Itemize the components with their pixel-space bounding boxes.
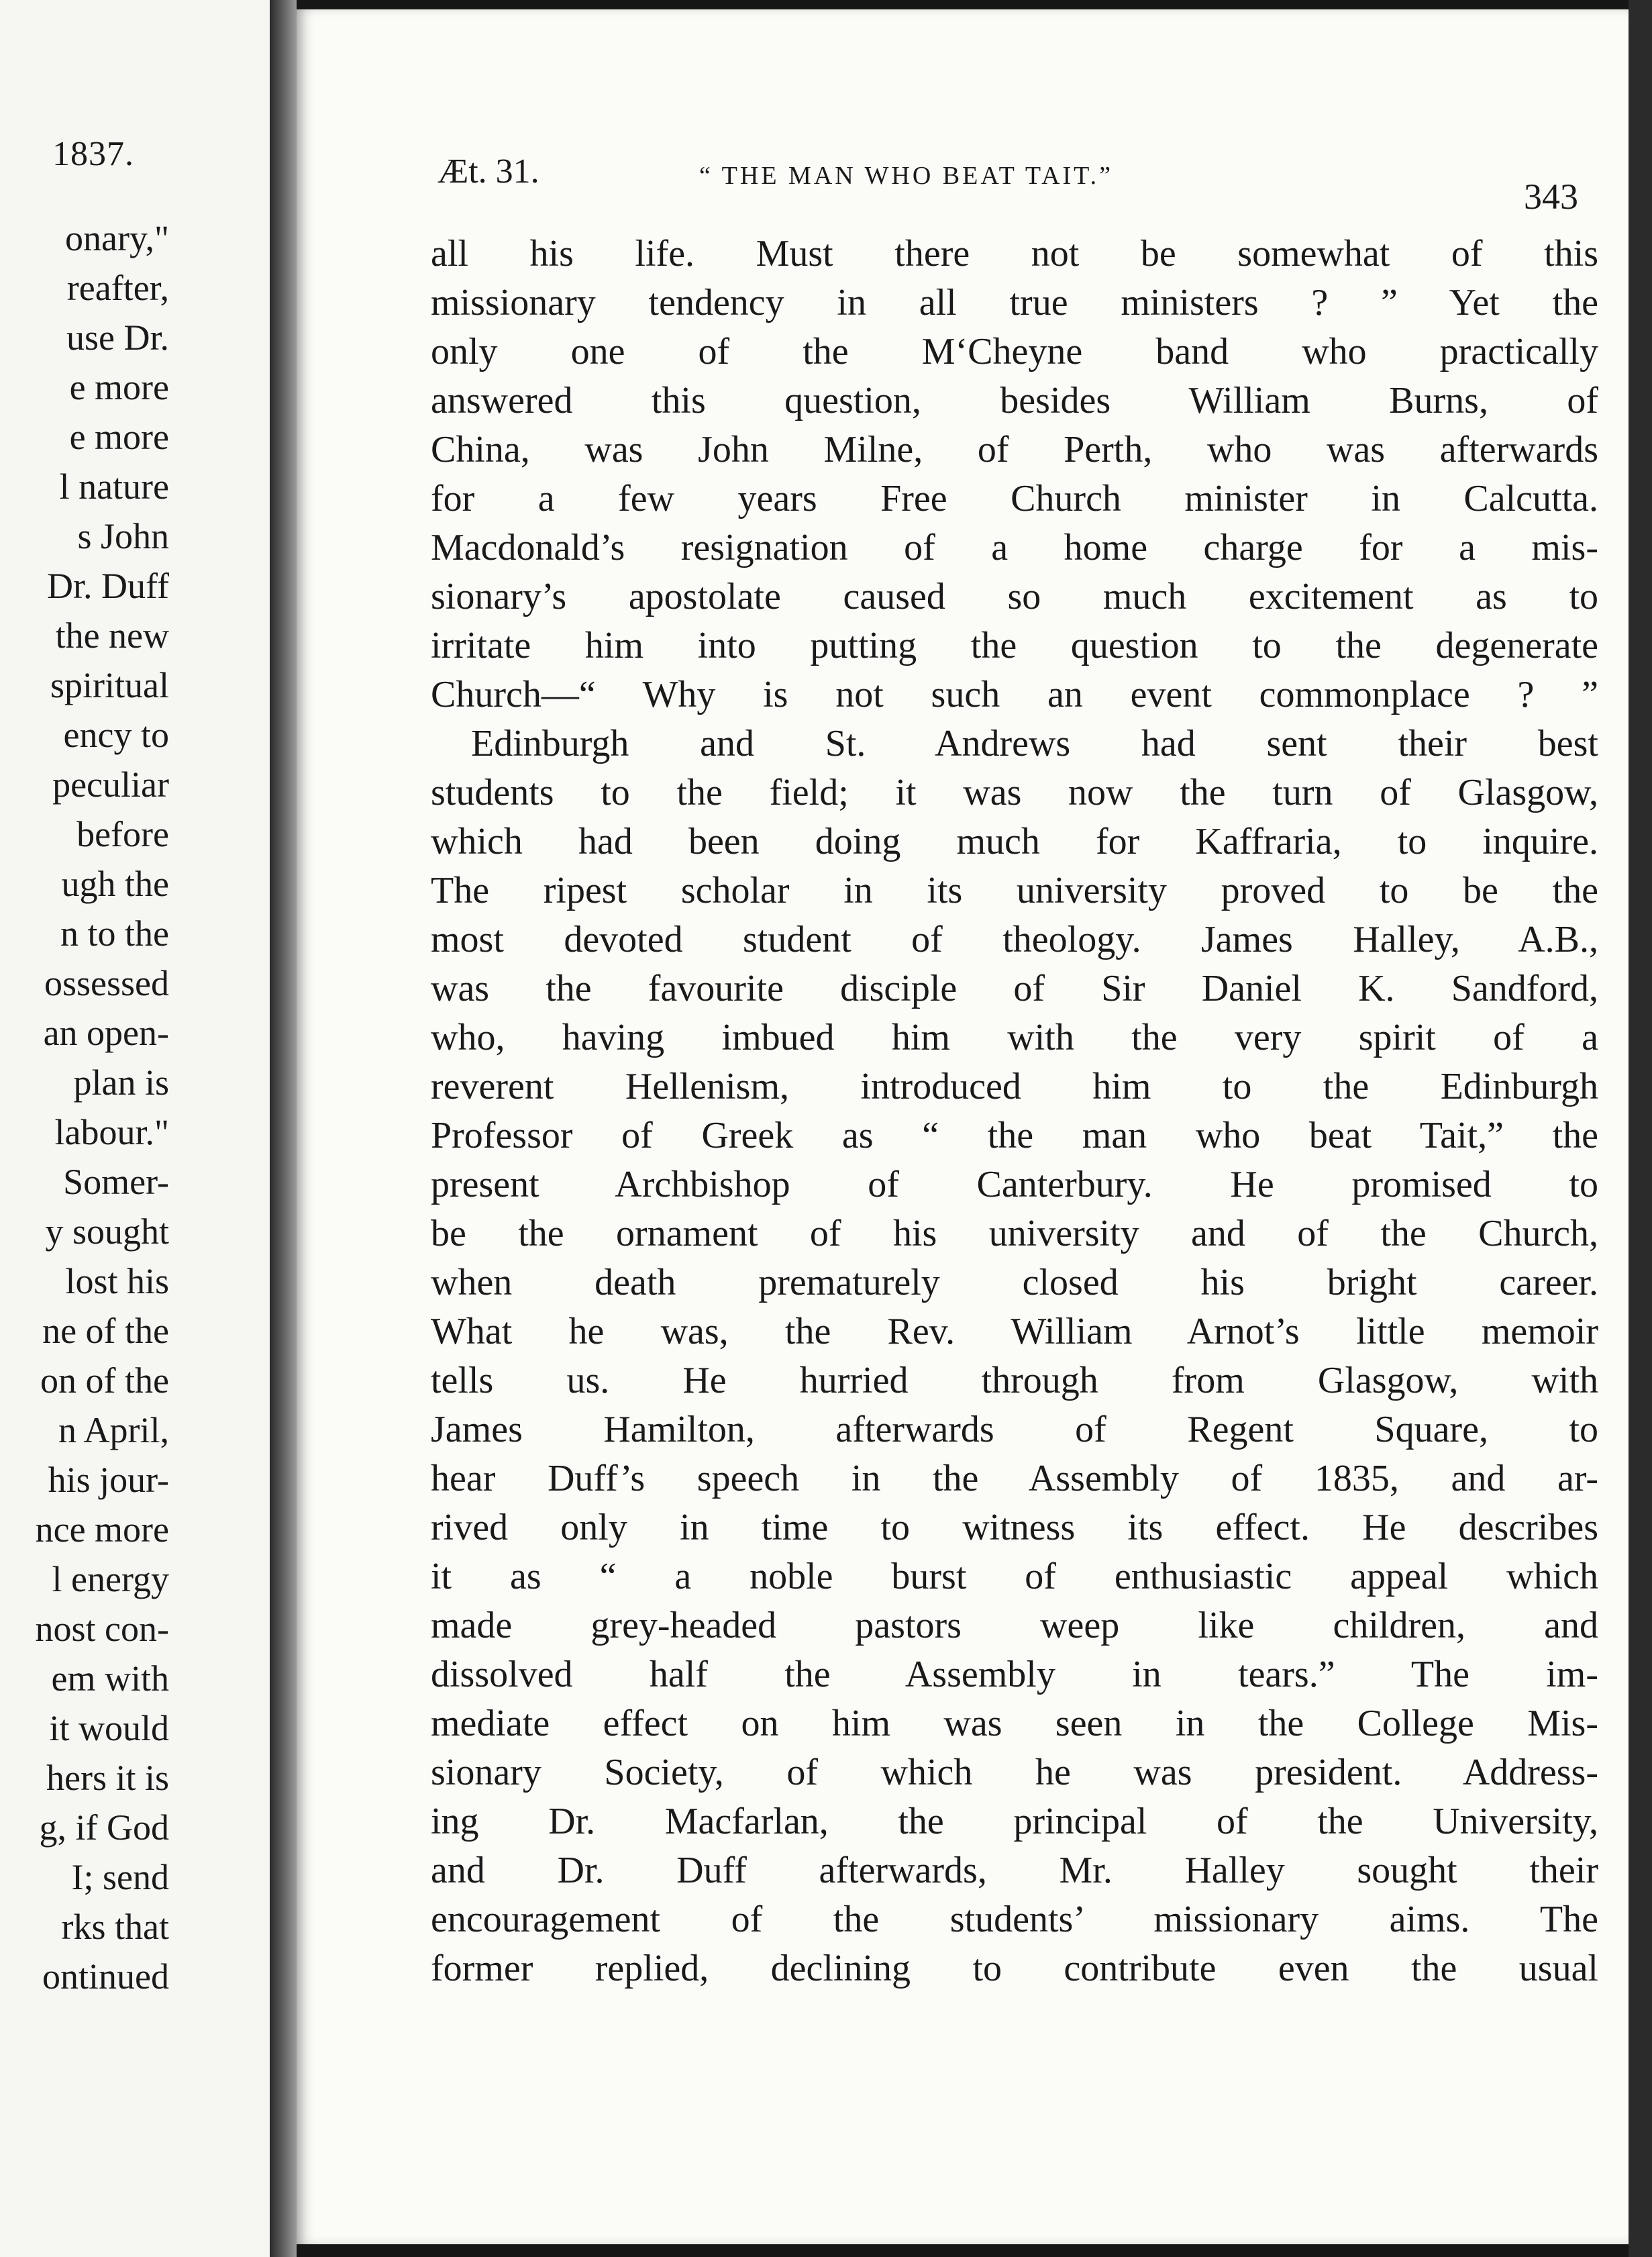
right-page: [297, 9, 1629, 2244]
left-text-line: ossessed: [44, 963, 169, 1003]
body-text-line: hear Duff’s speech in the Assembly of 1835, and ar-: [431, 1458, 1598, 1499]
left-text-line: ne of the: [42, 1311, 169, 1351]
body-text-line: Macdonald’s resignation of a home charge for a mis-: [431, 527, 1598, 568]
running-header: [437, 152, 1578, 217]
body-text-line: who, having imbued him with the very spirit of a: [431, 1017, 1598, 1058]
left-text-line: labour.": [54, 1112, 169, 1152]
body-text-line: James Hamilton, afterwards of Regent Square, to: [431, 1409, 1598, 1450]
body-text-line: dissolved half the Assembly in tears.” The im-: [431, 1654, 1598, 1695]
left-page-text: [0, 213, 169, 2001]
body-text-line: made grey-headed pastors weep like children, and: [431, 1605, 1598, 1646]
body-text-line: present Archbishop of Canterbury. He promised to: [431, 1164, 1598, 1205]
left-text-line: spiritual: [50, 665, 169, 705]
left-text-line: n April,: [58, 1410, 169, 1450]
body-text-line: for a few years Free Church minister in Calcutta.: [431, 478, 1598, 519]
page-number: 343: [1524, 177, 1578, 217]
left-text-line: ugh the: [61, 864, 169, 904]
body-text-line: answered this question, besides William Burns, of: [431, 380, 1598, 421]
aetat-label: Æt. 31.: [437, 152, 539, 191]
body-text-line: only one of the M‘Cheyne band who practically: [431, 331, 1598, 372]
body-text-line: Edinburgh and St. Andrews had sent their best: [471, 723, 1598, 764]
left-text-line: peculiar: [52, 764, 169, 805]
left-text-line: nce more: [35, 1509, 169, 1550]
body-text-line: encouragement of the students’ missionary aims. The: [431, 1899, 1598, 1940]
left-text-line: l nature: [59, 466, 169, 507]
body-text-line: sionary’s apostolate caused so much excitement as to: [431, 576, 1598, 617]
left-text-line: y sought: [45, 1211, 169, 1252]
left-text-line: l energy: [52, 1559, 169, 1599]
left-page: [0, 0, 270, 2257]
body-text-line: tells us. He hurried through from Glasgow, with: [431, 1360, 1598, 1401]
left-text-line: I; send: [71, 1857, 169, 1897]
body-text-line: Professor of Greek as “ the man who beat Tait,” the: [431, 1115, 1598, 1156]
left-text-line: the new: [55, 615, 169, 656]
body-text-line: ing Dr. Macfarlan, the principal of the University,: [431, 1801, 1598, 1842]
left-text-line: hers it is: [46, 1758, 169, 1798]
left-text-line: Dr. Duff: [47, 566, 169, 606]
left-text-line: ency to: [63, 715, 169, 755]
left-text-line: it would: [49, 1708, 169, 1748]
body-text-line: former replied, declining to contribute even the usual: [431, 1948, 1598, 1989]
left-text-line: an open-: [43, 1013, 169, 1053]
body-text-line: be the ornament of his university and of the Church,: [431, 1213, 1598, 1254]
body-text-line: all his life. Must there not be somewhat of this: [431, 233, 1598, 274]
left-text-line: em with: [51, 1658, 169, 1699]
body-text-line: when death prematurely closed his bright career.: [431, 1262, 1598, 1303]
scan-edge: [1629, 0, 1652, 2257]
left-text-line: lost his: [65, 1261, 169, 1301]
body-text-line: was the favourite disciple of Sir Daniel K. Sandford,: [431, 968, 1598, 1009]
left-text-line: reafter,: [66, 268, 169, 308]
left-text-line: use Dr.: [66, 317, 169, 358]
left-text-line: before: [76, 814, 169, 854]
left-text-line: rks that: [61, 1907, 169, 1947]
left-text-line: s John: [77, 516, 169, 556]
left-text-line: ontinued: [42, 1956, 169, 1997]
left-text-line: n to the: [60, 913, 169, 954]
body-text-line: missionary tendency in all true ministers ? ” Yet the: [431, 282, 1598, 323]
body-text-line: and Dr. Duff afterwards, Mr. Halley sought their: [431, 1850, 1598, 1891]
body-text-line: students to the field; it was now the turn of Glasgow,: [431, 772, 1598, 813]
body-text-line: which had been doing much for Kaffraria, to inquire.: [431, 821, 1598, 862]
body-text-line: rived only in time to witness its effect. He describes: [431, 1507, 1598, 1548]
left-text-line: on of the: [40, 1360, 169, 1401]
running-title: “ THE MAN WHO BEAT TAIT.”: [699, 162, 1113, 190]
body-text-line: sionary Society, of which he was president. Address-: [431, 1752, 1598, 1793]
body-text-line: The ripest scholar in its university proved to be the: [431, 870, 1598, 911]
body-text-line: mediate effect on him was seen in the College Mis-: [431, 1703, 1598, 1744]
left-text-line: g, if God: [39, 1807, 169, 1848]
body-text-line: irritate him into putting the question to the degenerate: [431, 625, 1598, 666]
book-gutter: [270, 0, 297, 2257]
body-text-line: Church—“ Why is not such an event commonplace ? ”: [431, 674, 1598, 715]
left-text-line: e more: [69, 367, 169, 407]
left-text-line: Somer-: [63, 1162, 169, 1202]
body-text-line: reverent Hellenism, introduced him to the Edinburgh: [431, 1066, 1598, 1107]
left-text-line: plan is: [73, 1062, 169, 1103]
left-text-line: nost con-: [35, 1609, 169, 1649]
body-text-line: What he was, the Rev. William Arnot’s little memoir: [431, 1311, 1598, 1352]
left-text-line: onary,": [65, 218, 169, 258]
body-text-line: most devoted student of theology. James Halley, A.B.,: [431, 919, 1598, 960]
body-text-line: China, was John Milne, of Perth, who was afterwards: [431, 429, 1598, 470]
left-text-line: e more: [69, 417, 169, 457]
left-running-head: 1837.: [52, 135, 134, 173]
body-text: [431, 230, 1598, 1993]
body-text-line: it as “ a noble burst of enthusiastic appeal which: [431, 1556, 1598, 1597]
left-text-line: his jour-: [48, 1460, 169, 1500]
